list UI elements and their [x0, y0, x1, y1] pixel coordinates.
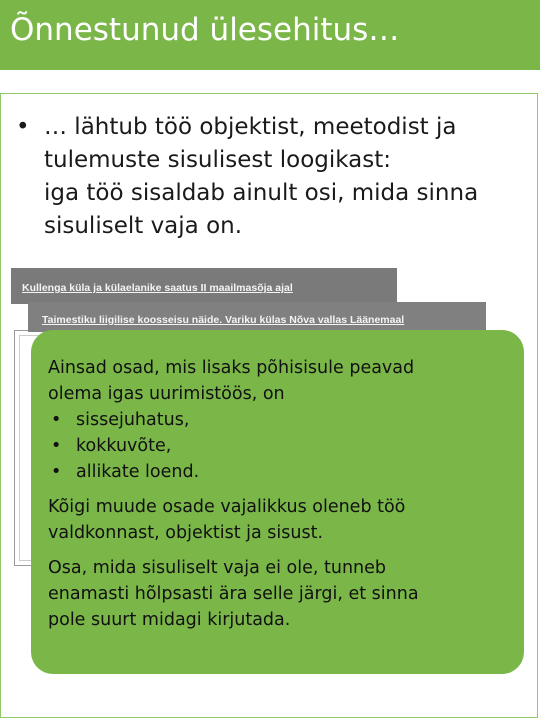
background-slide-back-title: Kullenga küla ja külaelanike saatus II maailmasõja ajal	[22, 282, 293, 294]
callout-paragraph	[48, 555, 518, 633]
bullet-marker: •	[51, 436, 62, 456]
bullet-marker: •	[51, 410, 62, 430]
callout-line: Osa, mida sisuliselt vaja ei ole, tunneb	[48, 558, 387, 578]
intro-line-text: … lähtub töö objektist, meetodist ja	[44, 114, 457, 140]
callout-text	[48, 355, 518, 633]
background-slide-mid-title: Taimestiku liigilise koosseisu näide. Variku külas Nõva vallas Läänemaal	[42, 314, 405, 326]
callout-line: Ainsad osad, mis lisaks põhisisule peavad	[48, 358, 415, 378]
callout-list-item	[48, 407, 518, 433]
title-bar	[0, 0, 540, 70]
bullet-marker: •	[51, 462, 62, 482]
callout-line: Kõigi muude osade vajalikkus oleneb töö	[48, 497, 406, 517]
callout-list-item	[48, 459, 518, 485]
callout-line: pole suurt midagi kirjutada.	[48, 610, 291, 630]
intro-line	[16, 177, 536, 210]
intro-line-text: sisuliselt vaja on.	[44, 213, 243, 239]
callout-item-text: allikate loend.	[76, 462, 200, 482]
callout-line: enamasti hõlpsasti ära selle järgi, et sinna	[48, 584, 419, 604]
callout-lead	[48, 355, 518, 407]
slide-title: Õnnestunud ülesehitus…	[10, 12, 400, 48]
intro-line-text: iga töö sisaldab ainult osi, mida sinna	[44, 180, 479, 206]
bullet-marker: •	[16, 114, 30, 140]
callout-line: valdkonnast, objektist ja sisust.	[48, 523, 324, 543]
callout-line: olema igas uurimistöös, on	[48, 384, 285, 404]
intro-line	[16, 210, 536, 243]
callout-paragraph	[48, 494, 518, 546]
callout-item-text: kokkuvõte,	[76, 436, 172, 456]
callout-list-item	[48, 433, 518, 459]
intro-line	[16, 111, 536, 144]
intro-line-text: tulemuste sisulisest loogikast:	[44, 147, 392, 173]
intro-bullet	[16, 111, 536, 243]
intro-line	[16, 144, 536, 177]
callout-item-text: sissejuhatus,	[76, 410, 190, 430]
